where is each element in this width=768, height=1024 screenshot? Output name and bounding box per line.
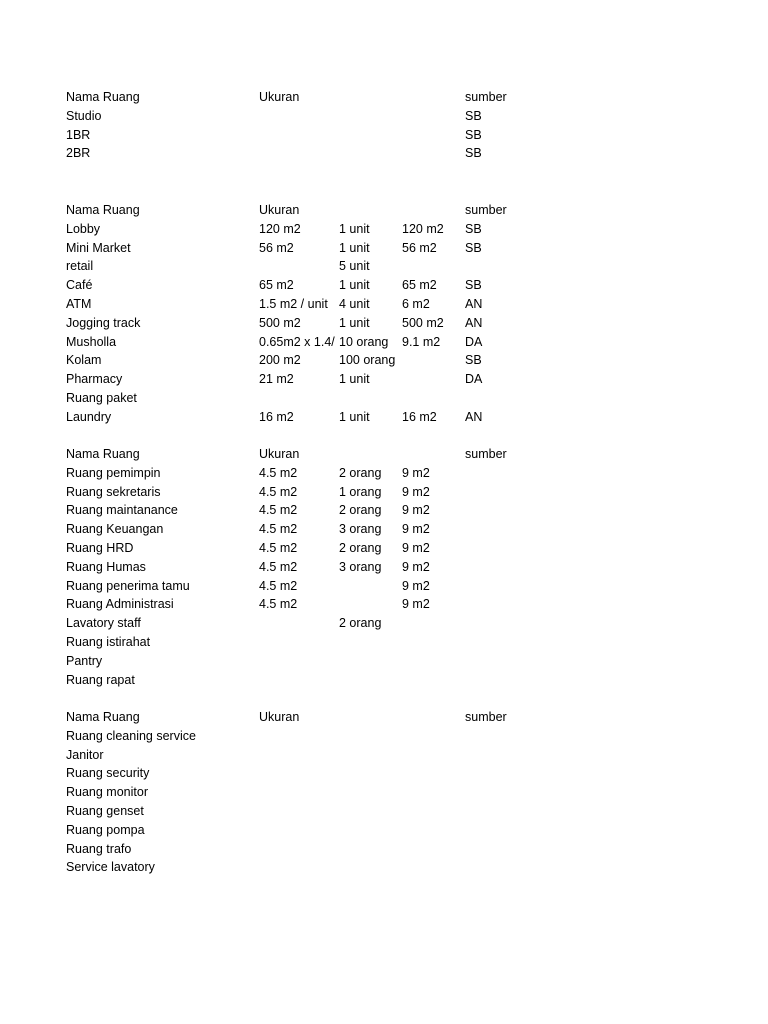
cell-total (402, 783, 464, 802)
cell-total (402, 633, 464, 652)
table-row (66, 595, 586, 614)
cell-ukuran: 16 m2 (259, 409, 294, 424)
room-table-1 (66, 88, 586, 163)
cell-sumber (465, 558, 525, 577)
cell-sumber (465, 764, 525, 783)
cell-ukuran (259, 802, 337, 821)
cell-nama-ruang: Janitor (66, 747, 104, 762)
cell-ukuran: 4.5 m2 (259, 540, 298, 555)
cell-ukuran: 4.5 m2 (259, 503, 298, 518)
cell-total (402, 107, 464, 126)
cell-ukuran: 200 m2 (259, 353, 301, 368)
cell-jumlah: 5 unit (339, 259, 370, 274)
cell-total (402, 764, 464, 783)
cell-jumlah (339, 633, 401, 652)
cell-ukuran: 500 m2 (259, 315, 301, 330)
table-row (66, 220, 586, 239)
cell-total (402, 614, 464, 633)
cell-sumber: AN (465, 315, 483, 330)
table-body (66, 107, 586, 163)
cell-sumber (465, 520, 525, 539)
cell-total: 56 m2 (402, 240, 437, 255)
cell-total: 9 m2 (402, 465, 430, 480)
table-row (66, 671, 586, 690)
cell-ukuran: 65 m2 (259, 278, 294, 293)
table-row (66, 783, 586, 802)
cell-nama-ruang: Pantry (66, 653, 103, 668)
table-row (66, 408, 586, 427)
cell-sumber (465, 821, 525, 840)
cell-sumber: SB (465, 221, 482, 236)
cell-nama-ruang: Ruang penerima tamu (66, 578, 190, 593)
cell-sumber (465, 858, 525, 877)
cell-total (402, 821, 464, 840)
cell-ukuran (259, 821, 337, 840)
cell-sumber (465, 802, 525, 821)
cell-ukuran (259, 126, 337, 145)
header-nama-ruang: Nama Ruang (66, 90, 140, 104)
table-row (66, 314, 586, 333)
cell-total (402, 802, 464, 821)
table-row (66, 333, 586, 352)
table-row (66, 351, 586, 370)
table-row (66, 370, 586, 389)
cell-nama-ruang: Ruang cleaning service (66, 728, 196, 743)
table-body (66, 464, 586, 690)
cell-nama-ruang: Kolam (66, 353, 102, 368)
cell-total (402, 257, 464, 276)
cell-sumber (465, 633, 525, 652)
header-ukuran: Ukuran (259, 203, 300, 217)
cell-sumber: AN (465, 409, 483, 424)
table-row (66, 107, 586, 126)
table-row (66, 821, 586, 840)
cell-nama-ruang: Ruang sekretaris (66, 484, 161, 499)
room-table-2 (66, 201, 586, 427)
cell-total: 9 m2 (402, 540, 430, 555)
table-row (66, 257, 586, 276)
cell-ukuran (259, 652, 337, 671)
table-row (66, 501, 586, 520)
cell-nama-ruang: Ruang Keuangan (66, 522, 164, 537)
cell-jumlah (339, 764, 401, 783)
cell-jumlah (339, 144, 401, 163)
header-ukuran: Ukuran (259, 710, 300, 724)
cell-sumber: SB (465, 146, 482, 161)
cell-total (402, 389, 464, 408)
cell-ukuran: 4.5 m2 (259, 578, 298, 593)
cell-jumlah (339, 783, 401, 802)
cell-jumlah (339, 746, 401, 765)
cell-total: 9.1 m2 (402, 334, 441, 349)
cell-jumlah (339, 577, 401, 596)
cell-ukuran (259, 614, 337, 633)
cell-sumber (465, 746, 525, 765)
cell-nama-ruang: Ruang trafo (66, 841, 132, 856)
cell-jumlah (339, 389, 401, 408)
cell-sumber (465, 389, 525, 408)
table-row (66, 276, 586, 295)
table-row (66, 144, 586, 163)
cell-nama-ruang: Pharmacy (66, 372, 123, 387)
cell-nama-ruang: retail (66, 259, 94, 274)
cell-nama-ruang: Ruang rapat (66, 672, 135, 687)
cell-total: 65 m2 (402, 278, 437, 293)
cell-total (402, 858, 464, 877)
table-row (66, 520, 586, 539)
cell-total (402, 746, 464, 765)
cell-nama-ruang: Café (66, 278, 93, 293)
cell-total (402, 840, 464, 859)
cell-jumlah (339, 107, 401, 126)
cell-nama-ruang: Ruang Administrasi (66, 597, 174, 612)
cell-ukuran (259, 633, 337, 652)
cell-jumlah: 1 unit (339, 372, 370, 387)
cell-sumber (465, 671, 525, 690)
cell-sumber (465, 539, 525, 558)
header-sumber: sumber (465, 90, 507, 104)
table-row (66, 239, 586, 258)
cell-nama-ruang: Lobby (66, 221, 101, 236)
cell-sumber (465, 595, 525, 614)
header-nama-ruang: Nama Ruang (66, 203, 140, 217)
header-sumber: sumber (465, 203, 507, 217)
cell-ukuran: 56 m2 (259, 240, 294, 255)
cell-total: 6 m2 (402, 296, 430, 311)
cell-jumlah (339, 126, 401, 145)
cell-nama-ruang: Lavatory staff (66, 616, 141, 631)
cell-nama-ruang: Laundry (66, 409, 112, 424)
cell-total: 9 m2 (402, 484, 430, 499)
header-ukuran: Ukuran (259, 90, 300, 104)
cell-total: 120 m2 (402, 221, 444, 236)
cell-nama-ruang: Ruang HRD (66, 540, 134, 555)
cell-jumlah: 1 unit (339, 221, 370, 236)
cell-jumlah: 1 unit (339, 240, 370, 255)
table-row (66, 652, 586, 671)
cell-jumlah: 4 unit (339, 296, 370, 311)
table-row (66, 858, 586, 877)
header-sumber: sumber (465, 447, 507, 461)
cell-jumlah: 10 orang (339, 334, 389, 349)
cell-jumlah: 1 unit (339, 409, 370, 424)
header-nama-ruang: Nama Ruang (66, 447, 140, 461)
cell-total (402, 671, 464, 690)
cell-jumlah (339, 802, 401, 821)
cell-nama-ruang: Ruang genset (66, 803, 144, 818)
cell-ukuran: 4.5 m2 (259, 465, 298, 480)
cell-jumlah: 1 orang (339, 484, 382, 499)
cell-nama-ruang: Ruang istirahat (66, 634, 151, 649)
cell-sumber (465, 727, 525, 746)
room-table-3 (66, 445, 586, 689)
cell-sumber (465, 257, 525, 276)
cell-ukuran (259, 783, 337, 802)
cell-ukuran: 21 m2 (259, 372, 294, 387)
table-row (66, 802, 586, 821)
cell-nama-ruang: Mini Market (66, 240, 131, 255)
cell-ukuran (259, 727, 337, 746)
cell-ukuran: 1.5 m2 / unit (259, 296, 328, 311)
cell-ukuran: 4.5 m2 (259, 484, 298, 499)
table-row (66, 727, 586, 746)
table-row (66, 389, 586, 408)
cell-ukuran: 4.5 m2 (259, 522, 298, 537)
cell-jumlah (339, 840, 401, 859)
table-row (66, 614, 586, 633)
header-ukuran: Ukuran (259, 447, 300, 461)
cell-ukuran: 0.65m2 x 1.4/ (259, 334, 335, 349)
cell-ukuran: 120 m2 (259, 221, 301, 236)
table-header-row (66, 445, 586, 464)
cell-sumber: SB (465, 353, 482, 368)
table-row (66, 840, 586, 859)
cell-sumber: SB (465, 108, 482, 123)
cell-nama-ruang: Ruang pompa (66, 822, 145, 837)
room-table-4 (66, 708, 586, 877)
cell-sumber: AN (465, 296, 483, 311)
cell-jumlah: 1 unit (339, 315, 370, 330)
cell-sumber: SB (465, 240, 482, 255)
cell-sumber (465, 652, 525, 671)
cell-sumber: DA (465, 334, 483, 349)
cell-nama-ruang: 1BR (66, 127, 91, 142)
cell-nama-ruang: Ruang security (66, 766, 150, 781)
cell-sumber (465, 614, 525, 633)
cell-total: 9 m2 (402, 597, 430, 612)
cell-jumlah (339, 595, 401, 614)
cell-jumlah (339, 727, 401, 746)
table-body (66, 220, 586, 427)
cell-total (402, 144, 464, 163)
table-header-row (66, 201, 586, 220)
cell-nama-ruang: Musholla (66, 334, 117, 349)
cell-ukuran: 4.5 m2 (259, 559, 298, 574)
table-row (66, 483, 586, 502)
cell-ukuran (259, 840, 337, 859)
cell-ukuran (259, 144, 337, 163)
cell-ukuran (259, 671, 337, 690)
cell-nama-ruang: Service lavatory (66, 860, 155, 875)
table-header-row (66, 708, 586, 727)
cell-ukuran (259, 746, 337, 765)
table-row (66, 746, 586, 765)
cell-sumber (465, 783, 525, 802)
cell-total (402, 370, 464, 389)
cell-sumber (465, 840, 525, 859)
cell-jumlah (339, 671, 401, 690)
cell-jumlah: 2 orang (339, 540, 382, 555)
cell-jumlah (339, 858, 401, 877)
cell-total (402, 652, 464, 671)
cell-jumlah: 2 orang (339, 465, 382, 480)
cell-total: 16 m2 (402, 409, 437, 424)
cell-jumlah: 1 unit (339, 278, 370, 293)
table-row (66, 539, 586, 558)
cell-jumlah: 3 orang (339, 522, 382, 537)
table-row (66, 633, 586, 652)
cell-ukuran (259, 257, 337, 276)
cell-ukuran (259, 764, 337, 783)
cell-sumber (465, 577, 525, 596)
cell-nama-ruang: Ruang Humas (66, 559, 146, 574)
table-row (66, 764, 586, 783)
table-row (66, 558, 586, 577)
cell-ukuran (259, 107, 337, 126)
cell-sumber: DA (465, 372, 483, 387)
cell-total: 9 m2 (402, 559, 430, 574)
cell-total: 9 m2 (402, 578, 430, 593)
cell-nama-ruang: Ruang maintanance (66, 503, 178, 518)
header-sumber: sumber (465, 710, 507, 724)
table-body (66, 727, 586, 877)
cell-ukuran: 4.5 m2 (259, 597, 298, 612)
cell-sumber: SB (465, 127, 482, 142)
cell-jumlah (339, 821, 401, 840)
cell-nama-ruang: 2BR (66, 146, 91, 161)
cell-sumber (465, 464, 525, 483)
cell-nama-ruang: Ruang pemimpin (66, 465, 161, 480)
header-nama-ruang: Nama Ruang (66, 710, 140, 724)
table-row (66, 126, 586, 145)
cell-nama-ruang: ATM (66, 296, 92, 311)
table-row (66, 464, 586, 483)
cell-nama-ruang: Ruang monitor (66, 785, 148, 800)
table-row (66, 295, 586, 314)
cell-ukuran (259, 389, 337, 408)
cell-nama-ruang: Studio (66, 108, 102, 123)
cell-nama-ruang: Ruang paket (66, 390, 137, 405)
cell-ukuran (259, 858, 337, 877)
cell-nama-ruang: Jogging track (66, 315, 141, 330)
cell-total (402, 351, 464, 370)
cell-total (402, 126, 464, 145)
cell-jumlah: 2 orang (339, 616, 382, 631)
cell-sumber (465, 501, 525, 520)
cell-sumber: SB (465, 278, 482, 293)
cell-total: 9 m2 (402, 522, 430, 537)
table-header-row (66, 88, 586, 107)
cell-total (402, 727, 464, 746)
cell-jumlah: 3 orang (339, 559, 382, 574)
table-row (66, 577, 586, 596)
cell-jumlah (339, 652, 401, 671)
cell-jumlah: 100 orang (339, 353, 396, 368)
cell-jumlah: 2 orang (339, 503, 382, 518)
cell-sumber (465, 483, 525, 502)
cell-total: 9 m2 (402, 503, 430, 518)
cell-total: 500 m2 (402, 315, 444, 330)
